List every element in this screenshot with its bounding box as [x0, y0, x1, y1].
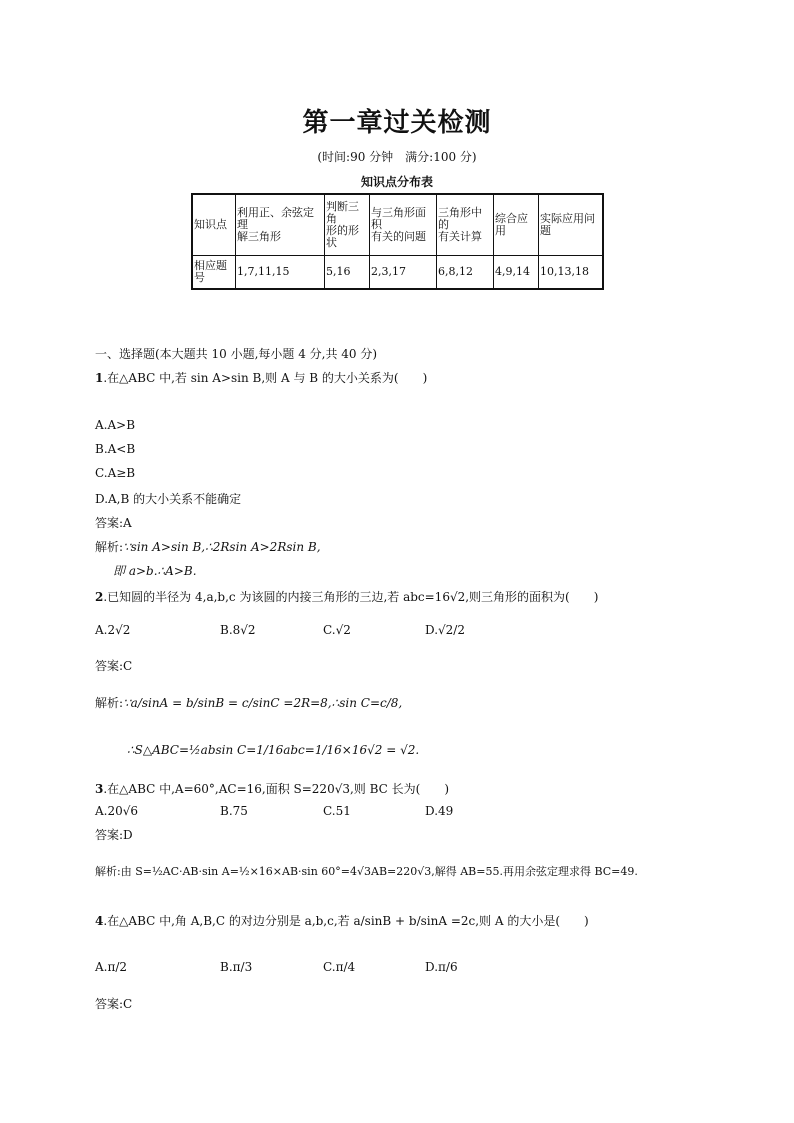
q3-option-d: D.49	[425, 804, 454, 818]
q1-analysis-cont: 即 a>b.∴A>B.	[113, 564, 197, 578]
q4-option-b: B.π/3	[220, 960, 253, 974]
q2-option-d: D.√2/2	[425, 623, 465, 637]
question-number: 3	[95, 782, 104, 796]
table-cell: 综合应用	[494, 194, 539, 256]
question-number: 2	[95, 590, 104, 604]
table-row	[192, 194, 603, 256]
table-cell: 知识点	[192, 194, 236, 256]
question-number: 4	[95, 914, 104, 928]
question-stem: .在△ABC 中,若 sin A>sin B,则 A 与 B 的大小关系为( )	[103, 371, 428, 385]
question-1	[95, 369, 427, 386]
q2-option-c: C.√2	[323, 623, 351, 637]
answer-label: 答案:	[95, 828, 124, 842]
q2-answer	[95, 657, 132, 674]
q3-option-b: B.75	[220, 804, 248, 818]
q3-option-c: C.51	[323, 804, 351, 818]
answer-value: C	[123, 997, 133, 1011]
q4-option-c: C.π/4	[323, 960, 356, 974]
question-stem: .已知圆的半径为 4,a,b,c 为该圆的内接三角形的三边,若 abc=16√2,则三角形的面积为( )	[103, 590, 599, 604]
table-cell: 1,7,11,15	[236, 256, 325, 290]
q4-option-d: D.π/6	[425, 960, 458, 974]
table-cell: 与三角形面积 有关的问题	[370, 194, 437, 256]
q2-option-b: B.8√2	[220, 623, 256, 637]
q4-answer	[95, 995, 132, 1012]
analysis-label: 解析:	[95, 540, 124, 554]
q4-option-a: A.π/2	[95, 960, 128, 974]
q2-analysis	[95, 694, 402, 711]
table-caption: 知识点分布表	[360, 175, 433, 189]
knowledge-table	[191, 193, 604, 290]
q1-analysis	[95, 538, 321, 555]
q1-option-c: C.A≥B	[95, 466, 136, 480]
table-cell: 10,13,18	[539, 256, 604, 290]
q1-option-b: B.A<B	[95, 442, 136, 456]
exam-time-score: (时间:90 分钟 满分:100 分)	[317, 150, 477, 164]
section-heading: 一、选择题(本大题共 10 小题,每小题 4 分,共 40 分)	[95, 347, 378, 361]
table-cell: 5,16	[325, 256, 370, 290]
q2-analysis-cont: ∴S△ABC=½absin C=1/16abc=1/16×16√2 = √2.	[127, 743, 420, 757]
q1-option-d: D.A,B 的大小关系不能确定	[95, 492, 242, 506]
analysis-text: 由 S=½AC·AB·sin A=½×16×AB·sin 60°=4√3AB=220√3,解得 AB=55.再用余弦定理求得 BC=49.	[120, 865, 638, 878]
q3-answer	[95, 826, 133, 843]
answer-value: C	[123, 659, 133, 673]
table-cell: 利用正、余弦定理 解三角形	[236, 194, 325, 256]
page-title: 第一章过关检测	[302, 108, 492, 138]
table-cell: 三角形中的 有关计算	[437, 194, 494, 256]
analysis-text: ∵sin A>sin B,∴2Rsin A>2Rsin B,	[123, 540, 321, 554]
q2-option-a: A.2√2	[95, 623, 131, 637]
question-2	[95, 588, 598, 605]
q1-option-a: A.A>B	[95, 418, 136, 432]
question-3	[95, 780, 449, 797]
table-cell: 实际应用问题	[539, 194, 604, 256]
analysis-label: 解析:	[95, 696, 124, 710]
question-stem: .在△ABC 中,角 A,B,C 的对边分别是 a,b,c,若 a/sinB + b/sinA =2c,则 A 的大小是( )	[103, 914, 589, 928]
q1-answer	[95, 514, 132, 531]
table-cell: 判断三角 形的形状	[325, 194, 370, 256]
q3-option-a: A.20√6	[95, 804, 139, 818]
table-cell: 6,8,12	[437, 256, 494, 290]
question-stem: .在△ABC 中,A=60°,AC=16,面积 S=220√3,则 BC 长为( )	[103, 782, 450, 796]
analysis-text: ∵a/sinA = b/sinB = c/sinC =2R=8,∴sin C=c/8,	[123, 696, 403, 710]
table-cell: 2,3,17	[370, 256, 437, 290]
question-number: 1	[95, 371, 104, 385]
answer-label: 答案:	[95, 659, 124, 673]
answer-value: D	[123, 828, 133, 842]
question-4	[95, 912, 589, 929]
table-cell: 相应题号	[192, 256, 236, 290]
q3-analysis	[95, 863, 638, 879]
table-cell: 4,9,14	[494, 256, 539, 290]
answer-label: 答案:	[95, 516, 124, 530]
table-row	[192, 256, 603, 290]
analysis-label: 解析:	[95, 865, 121, 878]
answer-label: 答案:	[95, 997, 124, 1011]
answer-value: A	[123, 516, 132, 530]
